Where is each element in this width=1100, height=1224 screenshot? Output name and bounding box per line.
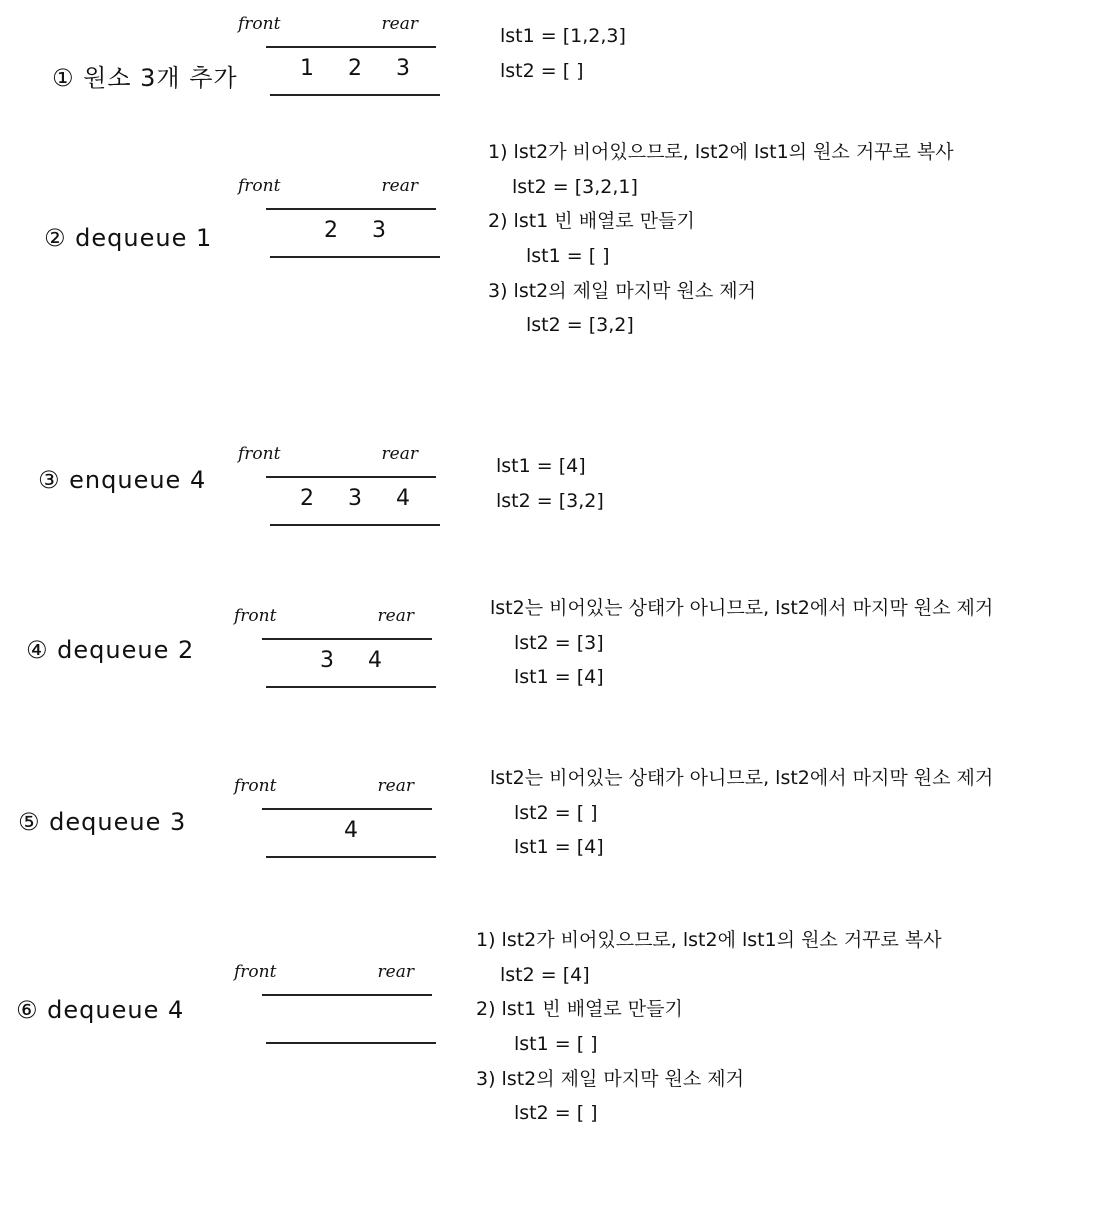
step-label: ③ enqueue 4 (38, 466, 207, 494)
step-notes (490, 596, 993, 700)
note-line: lst2 = [4] (500, 963, 590, 986)
note-line: lst2 = [ ] (514, 1102, 598, 1125)
queue-item: 3 (320, 648, 334, 673)
queue-bottom-line (270, 256, 440, 258)
queue-top-line (266, 476, 436, 478)
step-notes (496, 454, 604, 523)
note-line: lst2 = [3,2,1] (512, 175, 638, 198)
queue-item: 4 (344, 818, 358, 843)
note-line: lst2는 비어있는 상태가 아니므로, lst2에서 마지막 원소 제거 (490, 597, 994, 619)
note-line: lst1 = [1,2,3] (500, 25, 626, 47)
step-notes (490, 766, 993, 870)
queue-item: 3 (396, 56, 410, 81)
queue-diagram (238, 444, 418, 534)
step-label: ② dequeue 1 (44, 224, 213, 252)
front-label: front (238, 14, 281, 34)
queue-item: 2 (348, 56, 362, 81)
queue-items (266, 818, 436, 848)
rear-label: rear (377, 776, 414, 796)
queue-diagram (234, 606, 414, 696)
queue-item: 2 (324, 218, 338, 243)
queue-bottom-line (270, 94, 440, 96)
front-label: front (238, 176, 281, 196)
note-line: lst2 = [3] (514, 631, 604, 654)
note-line: lst1 = [4] (514, 836, 604, 859)
queue-bottom-line (266, 856, 436, 858)
note-line: 2) lst1 빈 배열로 만들기 (488, 210, 695, 233)
queue-items (270, 218, 440, 248)
queue-bottom-line (266, 686, 436, 688)
note-line: lst1 = [4] (514, 666, 604, 689)
queue-items (270, 56, 440, 86)
queue-item: 2 (300, 486, 314, 511)
queue-items (266, 1004, 436, 1034)
note-line: lst2 = [3,2] (526, 314, 634, 337)
queue-diagram (234, 962, 414, 1052)
queue-bottom-line (270, 524, 440, 526)
rear-label: rear (381, 444, 418, 464)
step-notes (488, 140, 954, 348)
queue-item: 4 (368, 648, 382, 673)
rear-label: rear (381, 14, 418, 34)
step-label: ④ dequeue 2 (26, 636, 195, 664)
queue-item: 1 (300, 56, 314, 81)
queue-top-line (262, 638, 432, 640)
note-line: lst2 = [ ] (500, 59, 584, 82)
rear-label: rear (377, 606, 414, 626)
step-label: ⑤ dequeue 3 (18, 808, 187, 836)
note-line: lst2 = [ ] (514, 801, 598, 824)
queue-items (270, 486, 440, 516)
queue-item: 4 (396, 486, 410, 511)
note-line: 2) lst1 빈 배열로 만들기 (476, 998, 683, 1021)
step-label: ⑥ dequeue 4 (16, 996, 185, 1024)
note-line: 1) lst2가 비어있으므로, lst2에 lst1의 원소 거꾸로 복사 (476, 929, 942, 951)
step-notes (476, 928, 942, 1136)
note-line: 1) lst2가 비어있으므로, lst2에 lst1의 원소 거꾸로 복사 (488, 141, 954, 163)
queue-item: 3 (372, 218, 386, 243)
note-line: 3) lst2의 제일 마지막 원소 제거 (476, 1067, 744, 1090)
queue-diagram (238, 176, 418, 266)
front-label: front (234, 962, 277, 982)
step-label: ① 원소 3개 추가 (52, 64, 238, 92)
note-line: 3) lst2의 제일 마지막 원소 제거 (488, 279, 756, 302)
queue-items (266, 648, 436, 678)
front-label: front (238, 444, 281, 464)
queue-top-line (266, 208, 436, 210)
note-line: lst2 = [3,2] (496, 489, 604, 512)
front-label: front (234, 606, 277, 626)
queue-item: 3 (348, 486, 362, 511)
queue-diagram (234, 776, 414, 866)
rear-label: rear (377, 962, 414, 982)
step-notes (500, 24, 626, 93)
rear-label: rear (381, 176, 418, 196)
queue-diagram (238, 14, 418, 104)
queue-top-line (262, 994, 432, 996)
queue-top-line (266, 46, 436, 48)
note-line: lst1 = [ ] (526, 245, 610, 268)
queue-bottom-line (266, 1042, 436, 1044)
front-label: front (234, 776, 277, 796)
note-line: lst1 = [4] (496, 455, 586, 477)
note-line: lst2는 비어있는 상태가 아니므로, lst2에서 마지막 원소 제거 (490, 767, 994, 789)
note-line: lst1 = [ ] (514, 1033, 598, 1056)
queue-top-line (262, 808, 432, 810)
